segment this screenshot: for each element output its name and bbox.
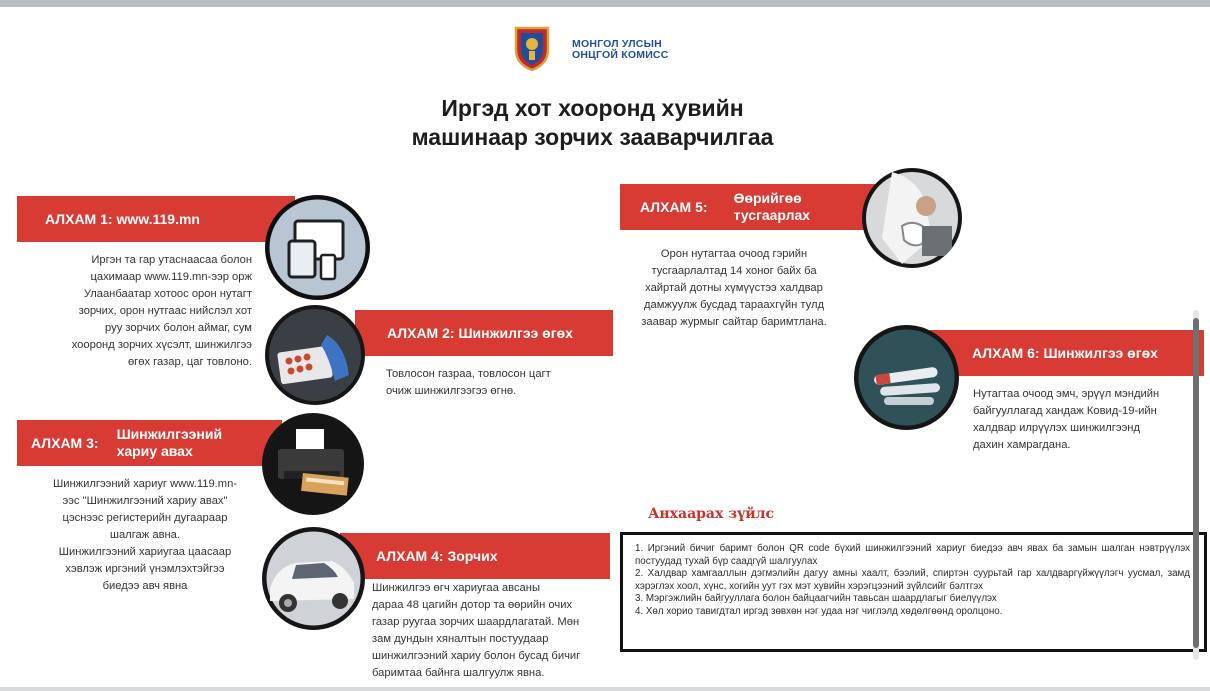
step1-devices-image	[265, 195, 370, 300]
step3-banner	[17, 420, 282, 466]
attention-title: Анхаарах зүйлс	[648, 506, 775, 522]
org-name-line1: МОНГОЛ УЛСЫН	[572, 38, 662, 50]
step2-description	[386, 366, 551, 400]
step4-line: баримтаа байнга шалгуулж явна.	[372, 667, 545, 679]
step4-line: зам дундын хяналтын постуудаар	[372, 633, 549, 645]
step3-title-b1: Шинжилгээний	[116, 426, 223, 442]
top-border	[0, 0, 1210, 7]
step1-line: хооронд зорчих хүсэлт, шинжилгээ	[71, 339, 252, 351]
step3-line: Шинжилгээний хариугаа цаасаар	[58, 546, 232, 558]
step3-title-a: АЛХАМ 3:	[31, 435, 99, 451]
step3-line: цэснээс регистерийн дугаараар	[62, 512, 228, 524]
attention-box	[620, 532, 1207, 652]
step6-testtube-image	[854, 325, 959, 430]
org-name	[572, 39, 669, 61]
step2-title: АЛХАМ 2: Шинжилгээ өгөх	[387, 325, 573, 341]
step6-banner	[930, 330, 1204, 376]
step6-line: Нутагтаа очоод эмч, эрүүл мэндийн	[973, 388, 1160, 400]
step6-title: АЛХАМ 6: Шинжилгээ өгөх	[972, 345, 1158, 361]
step5-title-b1: Өөрийгөө	[733, 190, 802, 206]
step4-line: дараа 48 цагийн дотор та өөрийн очих	[372, 599, 573, 611]
step6-description	[973, 386, 1159, 454]
step4-title: АЛХАМ 4: Зорчих	[376, 548, 498, 564]
step4-description	[372, 580, 580, 682]
step6-line: дахин хамрагдана.	[973, 439, 1071, 451]
step1-description	[72, 252, 252, 371]
step2-banner	[355, 310, 613, 356]
title-line2: машинаар зорчих зааварчилгаа	[411, 124, 774, 150]
step2-line: очиж шинжилгээгээ өгнө.	[386, 385, 517, 397]
step1-banner	[17, 196, 295, 242]
step5-line: заавар журмыг сайтар баримтлана.	[641, 316, 827, 328]
step5-line: хайртай дотны хүмүүстээ халдвар	[645, 282, 823, 294]
step1-line: Иргэн та гар утаснаасаа болон	[91, 254, 252, 266]
step5-isolation-image	[862, 168, 962, 268]
step2-line: Товлосон газраа, товлосон цагт	[386, 368, 551, 380]
step3-line: Шинжилгээний хариуг www.119.mn-	[52, 478, 238, 490]
step5-title-b	[734, 190, 811, 224]
step1-title: АЛХАМ 1: www.119.mn	[45, 211, 200, 227]
step4-car-image	[262, 527, 365, 630]
attention-item: 3. Мэргэжлийн байгууллага болон байцаагчийн тавьсан шаардлагыг биелүүлэх	[635, 593, 997, 604]
step5-title-b2: тусгаарлах	[733, 207, 811, 223]
step4-line: Шинжилгээ өгч хариугаа авсаны	[372, 582, 541, 594]
step5-description	[614, 246, 854, 331]
step3-title-b	[117, 426, 223, 460]
step5-line: тусгаарлалтад 14 хоног байх ба	[651, 265, 817, 277]
step1-line: цахимаар www.119.mn-ээр орж	[90, 271, 252, 283]
step1-line: өгөх газар, цаг товлоно.	[127, 356, 252, 368]
step5-title-a: АЛХАМ 5:	[640, 199, 708, 215]
scrollbar-thumb[interactable]	[1193, 318, 1199, 648]
step5-line: Орон нутагтаа очоод гэрийн	[660, 248, 808, 260]
step3-printer-image	[262, 413, 364, 515]
step3-line: шалгаж авна.	[109, 529, 181, 541]
step6-line: халдвар илрүүлэх шинжилгээнд	[973, 422, 1140, 434]
step3-line: ээс "Шинжилгээний хариу авах"	[62, 495, 228, 507]
org-name-line2: ОНЦГОЙ КОМИСС	[572, 49, 669, 61]
page-title	[360, 94, 825, 152]
step5-banner	[620, 184, 880, 230]
step3-line: биедээ авч явна	[102, 580, 188, 592]
step3-title-b2: хариу авах	[116, 443, 193, 459]
attention-item: 2. Халдвар хамгааллын дэгмэлийн дагуу амны хаалт, бээлий, спиртэн суурьтай гар халдваргүйжүүлэгч уусмал, замд хэрэглэх хоол, хүнс, хогийн уут гэх мэт хувийн хэрэгцээний зүйлсийг бэлтгэх	[635, 568, 1190, 592]
step1-line: руу зорчих болон аймаг, сум	[105, 322, 252, 334]
step3-description	[30, 476, 260, 595]
step5-line: дамжуулж бусдад тараахгүйн тулд	[643, 299, 825, 311]
step6-line: байгууллагад хандаж Ковид-19-ийн	[973, 405, 1157, 417]
attention-item: 4. Хөл хорио тавигдтал иргэд зөвхөн нэг удаа нэг чиглэлд хөдөлгөөнд оролцоно.	[635, 605, 1003, 617]
step3-line: хэвлэж иргэний үнэмлэхтэйгээ	[65, 563, 225, 575]
attention-item: 1. Иргэний бичиг баримт болон QR code бүхий шинжилгээний хариуг биедээ авч явах ба замын шалган нэвтрүүлэх постуудад тухай бүр саадгүй шалгуулах	[635, 543, 1190, 567]
step1-line: зорчих, орон нутгаас нийслэл хот	[78, 305, 252, 317]
step4-banner	[340, 533, 610, 579]
step4-line: шинжилгээний хариу болон бусад бичиг	[372, 650, 581, 662]
step2-lab-image	[265, 305, 365, 405]
bottom-border	[0, 687, 1210, 691]
step4-line: газар руугаа зорчих шаардлагатай. Мөн	[372, 616, 580, 628]
step1-line: Улаанбаатар хотоос орон нутагт	[83, 288, 252, 300]
emblem-icon	[512, 24, 552, 72]
title-line1: Иргэд хот хооронд хувийн	[441, 95, 744, 121]
